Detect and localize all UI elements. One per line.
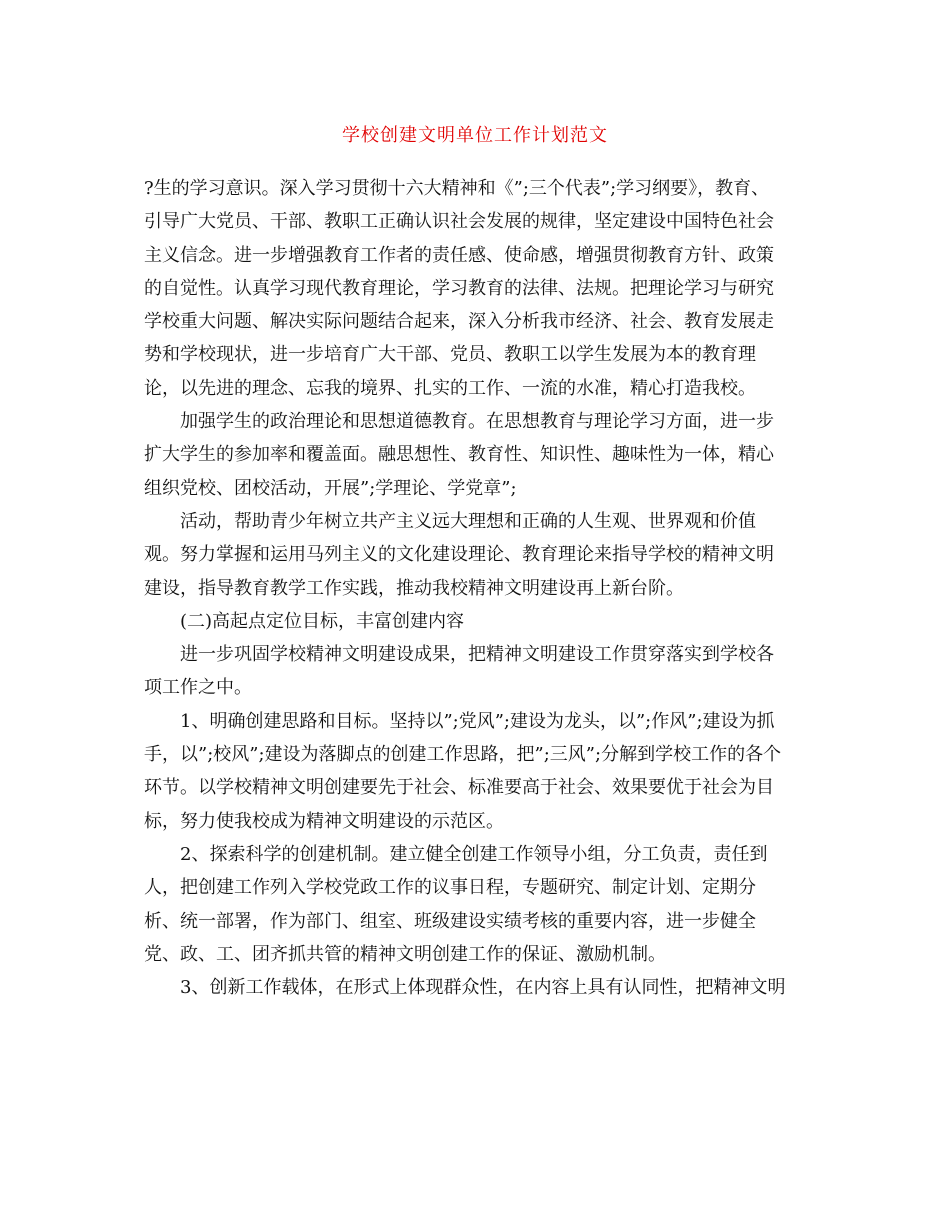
text-line: 扩大学生的参加率和覆盖面。融思想性、教育性、知识性、趣味性为一体，精心 (144, 444, 774, 466)
text-line: 建设，指导教育教学工作实践，推动我校精神文明建设再上新台阶。 (144, 577, 684, 599)
text-line: 项工作之中。 (144, 677, 252, 699)
text-line: 论，以先进的理念、忘我的境界、扎实的工作、一流的水准，精心打造我校。 (144, 377, 756, 399)
text-line: 学校重大问题、解决实际问题结合起来，深入分析我市经济、社会、教育发展走 (144, 311, 774, 333)
text-line: 党、政、工、团齐抓共管的精神文明创建工作的保证、激励机制。 (144, 943, 666, 965)
paragraph-start-line: 加强学生的政治理论和思想道德教育。在思想教育与理论学习方面，进一步 (180, 411, 774, 433)
section-heading: (二)高起点定位目标，丰富创建内容 (180, 610, 465, 632)
paragraph-start-line: 进一步巩固学校精神文明建设成果，把精神文明建设工作贯穿落实到学校各 (180, 644, 774, 666)
text-line: ?生的学习意识。深入学习贯彻十六大精神和《”;三个代表”;学习纲要》，教育、 (144, 178, 770, 199)
paragraph-start-line: 活动，帮助青少年树立共产主义远大理想和正确的人生观、世界观和价值 (180, 510, 756, 532)
document-title: 学校创建文明单位工作计划范文 (342, 125, 608, 146)
paragraph-start-line: 3、创新工作载体，在形式上体现群众性，在内容上具有认同性，把精神文明 (180, 977, 786, 999)
text-line: 引导广大党员、干部、教职工正确认识社会发展的规律，坚定建设中国特色社会 (144, 211, 774, 233)
text-line: 组织党校、团校活动，开展”;学理论、学党章”; (144, 477, 517, 499)
text-line: 的自觉性。认真学习现代教育理论，学习教育的法律、法规。把理论学习与研究 (144, 277, 774, 299)
text-line: 析、统一部署，作为部门、组室、班级建设实绩考核的重要内容，进一步健全 (144, 910, 756, 932)
text-line: 环节。以学校精神文明创建要先于社会、标准要高于社会、效果要优于社会为目 (144, 777, 774, 799)
document-body (144, 172, 804, 1004)
text-line: 势和学校现状，进一步培育广大干部、党员、教职工以学生发展为本的教育理 (144, 344, 756, 366)
text-line: 标，努力使我校成为精神文明建设的示范区。 (144, 810, 504, 832)
paragraph-start-line: 2、探索科学的创建机制。建立健全创建工作领导小组，分工负责，责任到 (180, 843, 768, 865)
paragraph-start-line: 1、明确创建思路和目标。坚持以”;党风”;建设为龙头，以”;作风”;建设为抓 (180, 710, 775, 732)
text-line: 人，把创建工作列入学校党政工作的议事日程，专题研究、制定计划、定期分 (144, 877, 756, 899)
text-line: 观。努力掌握和运用马列主义的文化建设理论、教育理论来指导学校的精神文明 (144, 544, 774, 566)
text-line: 主义信念。进一步增强教育工作者的责任感、使命感，增强贯彻教育方针、政策 (144, 244, 774, 266)
text-line: 手，以”;校风”;建设为落脚点的创建工作思路，把”;三风”;分解到学校工作的各个 (144, 744, 782, 766)
